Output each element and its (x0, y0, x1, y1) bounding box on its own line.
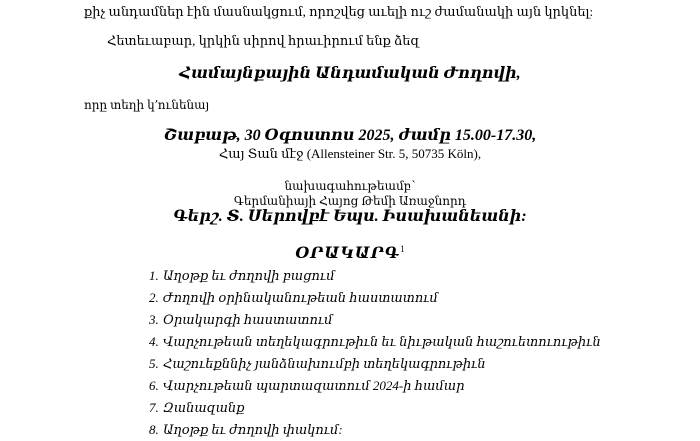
agenda-item (149, 422, 601, 441)
agenda-item-number: 7. (149, 400, 159, 415)
footnote-mark: 1 (400, 244, 405, 254)
agenda-item-text: Աղօթք եւ ժողովի բացում (163, 268, 335, 283)
agenda-item-text: Հաշուեքննիչ յանձնախումբի տեղեկագրութիւն (163, 356, 486, 371)
agenda-item-text: Ժողովի օրինականութեան հաստատում (163, 290, 438, 305)
meeting-venue: Հայ Տան մէջ (Allensteiner Str. 5, 50735 Köln), (218, 146, 482, 161)
agenda-item-text: Զանազանք (163, 400, 245, 415)
chair-organization: Գերմանիայի Հայոց Թեմի Առաջնորդ (233, 194, 467, 208)
agenda-item (149, 268, 601, 290)
agenda-item (149, 334, 601, 356)
intro-line: քիչ անդամներ էին մասնակցում, որոշվեց աւելի ուշ ժամանակի այն կրկնել: (84, 4, 594, 19)
chair-label: նախագահութեամբ՝ (284, 179, 416, 193)
agenda-item-number: 3. (149, 312, 159, 327)
agenda-item (149, 378, 601, 400)
invitation-text: Հետեւաբար, կրկին սիրով հրաւիրում ենք ձեզ (107, 33, 420, 48)
agenda-title (0, 239, 700, 264)
agenda-item-number: 1. (149, 268, 159, 283)
agenda-item-number: 2. (149, 290, 159, 305)
agenda-item (149, 400, 601, 422)
agenda-title-text: ՕՐԱԿԱՐԳ (295, 245, 401, 262)
agenda-item-text: Վարչութեան պարտազատում 2024-ի համար (163, 378, 465, 393)
meeting-date: Շաբաթ, 30 Օգոստոս 2025, ժամը 15.00-17.30, (163, 127, 537, 144)
agenda-item-number: 8. (149, 422, 159, 437)
will-take-place-text: որը տեղի կ՚ունենայ (84, 98, 210, 112)
agenda-item-text: Օրակարգի հաստատում (163, 312, 333, 327)
agenda-list (149, 268, 601, 441)
agenda-item (149, 290, 601, 312)
agenda-item (149, 312, 601, 334)
agenda-item-number: 4. (149, 334, 159, 349)
agenda-item-number: 5. (149, 356, 159, 371)
chair-name: Գերշ. Տ. Սերովբէ Եպս. Իսախանեանի: (173, 208, 527, 225)
agenda-item-number: 6. (149, 378, 159, 393)
agenda-item-text: Աղօթք եւ ժողովի փակում: (163, 422, 343, 437)
assembly-title: Համայնքային Անդամական Ժողովի, (179, 65, 521, 82)
agenda-item-text: Վարչութեան տեղեկագրութիւն եւ նիւթական հաշուետուութիւն (163, 334, 601, 349)
agenda-item (149, 356, 601, 378)
